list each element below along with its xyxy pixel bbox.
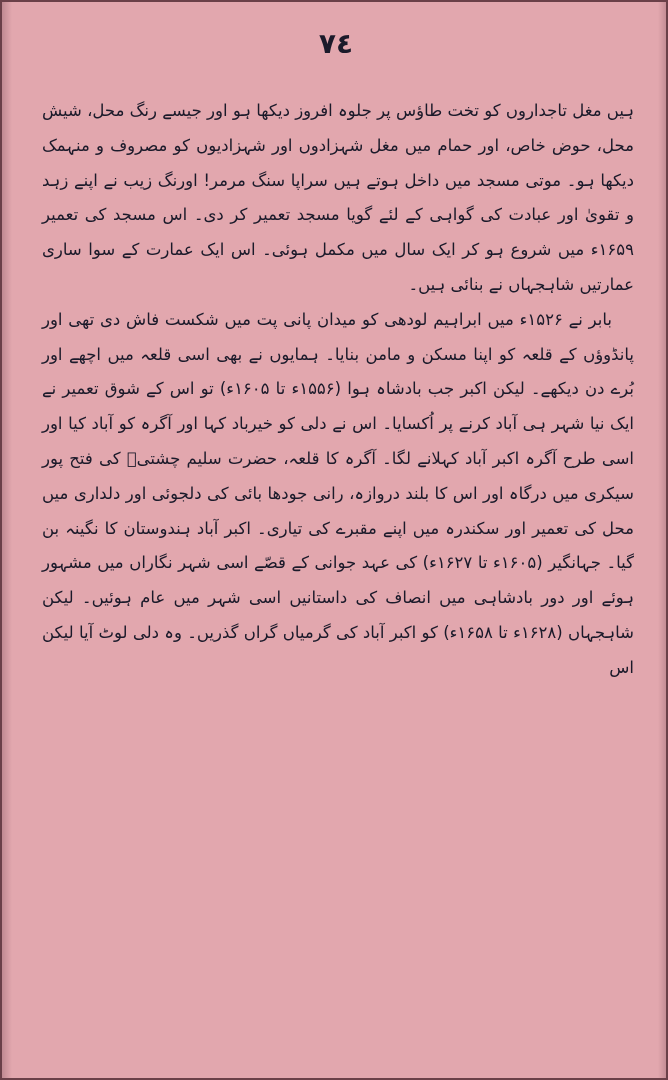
body-text: [42, 94, 634, 686]
paragraph-2: بابر نے ۱۵۲۶ء میں ابراہیم لودھی کو میدان پانی پت میں شکست فاش دی تھی اور پانڈوؤں کے قلعہ کو اپنا مسکن و مامن بنایا۔ ہمایوں نے بھی اسی قلعہ میں اچھے اور بُرے دن دیکھے۔ لیکن اکبر جب بادشاہ ہوا (۱۵۵۶ء تا ۱۶۰۵ء) تو اس کے شوق تعمیر نے ایک نیا شہر ہی آباد کرنے پر اُکسایا۔ اس نے دلی کو خیرباد کہا اور آگرہ کو آباد کیا اور اسی طرح آگرہ اکبر آباد کہلانے لگا۔ آگرہ کا قلعہ، حضرت سلیم چشتیؒ کی فتح پور سیکری میں درگاہ اور اس کا بلند دروازہ، رانی جودھا بائی کی دلجوئی اور دلداری میں محل کی تعمیر اور سکندرہ میں اپنے مقبرے کی تیاری۔ اکبر آباد ہندوستان کا نگینہ بن گیا۔ جہانگیر (۱۶۰۵ء تا ۱۶۲۷ء) کی عہد جوانی کے قصّے اسی شہر نگاراں میں مشہور ہوئے اور دور بادشاہی میں انصاف کی داستانیں اسی شہر میں عام ہوئیں۔ لیکن شاہجہاں (۱۶۲۸ء تا ۱۶۵۸ء) کو اکبر آباد کی گرمیاں گراں گذریں۔ وہ دلی لوٹ آیا لیکن اس: [42, 309, 634, 677]
page-left-shadow: [2, 2, 12, 1078]
page-number: ٧٤: [318, 27, 354, 60]
paragraph-1: ہیں مغل تاجداروں کو تخت طاؤس پر جلوہ افروز دیکھا ہو اور جیسے رنگ محل، شیش محل، حوض خاص، اور حمام میں مغل شہزادوں اور شہزادیوں کو مصروف و منہمک دیکھا ہو۔ موتی مسجد میں داخل ہوتے ہیں سراپا سنگ مرمر! اورنگ زیب نے اپنے زہد و تقویٰ اور عبادت کی گواہی کے لئے گویا مسجد تعمیر کر دی۔ اس مسجد کی تعمیر ۱۶۵۹ء میں شروع ہو کر ایک سال میں مکمل ہوئی۔ اس ایک عمارت کے سوا ساری عمارتیں شاہجہاں نے بنائی ہیں۔: [42, 101, 634, 294]
page-right-shadow: [658, 2, 666, 1078]
